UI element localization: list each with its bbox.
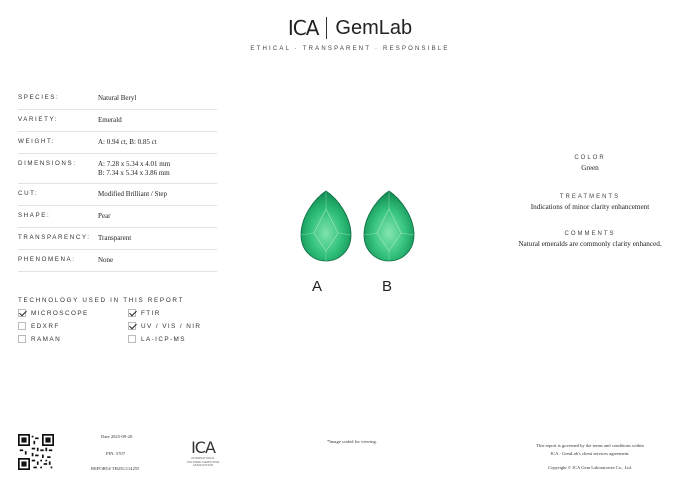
tech-item-raman bbox=[18, 335, 128, 343]
color-section bbox=[490, 155, 690, 172]
tech-label: FTIR bbox=[141, 309, 161, 317]
treatments-title: TREATMENTS bbox=[559, 194, 621, 200]
spec-row-dimensions bbox=[18, 154, 217, 184]
spec-label: PHENOMENA: bbox=[18, 256, 76, 263]
spec-row-species bbox=[18, 88, 217, 110]
technology-title: TECHNOLOGY USED IN THIS REPORT bbox=[18, 297, 185, 304]
ica-logo-mark: ICA bbox=[287, 16, 319, 40]
seal-mark: ICA bbox=[191, 438, 215, 457]
spec-value bbox=[98, 157, 170, 183]
comments-title: COMMENTS bbox=[564, 231, 616, 237]
spec-label: VARIETY: bbox=[18, 116, 59, 123]
gem-a-label: A bbox=[312, 278, 323, 295]
checkbox-empty-icon bbox=[18, 322, 26, 330]
tech-item-uv-vis-nir bbox=[128, 322, 238, 330]
tech-label: MICROSCOPE bbox=[31, 309, 89, 317]
spec-value: Transparent bbox=[98, 234, 132, 242]
spec-row-variety bbox=[18, 110, 217, 132]
logo-divider bbox=[326, 17, 327, 39]
copyright: Copyright © ICA Gem Laboratories Co., Ltd. bbox=[548, 465, 632, 470]
tech-label: EDXRF bbox=[31, 322, 60, 330]
report-header bbox=[0, 16, 700, 52]
brand-name: GemLab bbox=[335, 16, 413, 39]
spec-label: WEIGHT: bbox=[18, 138, 55, 145]
checkbox-checked-icon bbox=[128, 309, 136, 317]
checkbox-checked-icon bbox=[128, 322, 136, 330]
spec-value: Natural Beryl bbox=[98, 94, 137, 102]
gem-spec-table bbox=[18, 88, 217, 272]
spec-label: SHAPE: bbox=[18, 212, 51, 219]
terms-line-2: ICA · GemLab's client services agreement. bbox=[550, 451, 630, 456]
color-title: COLOR bbox=[574, 155, 606, 161]
spec-value: Modified Brilliant / Step bbox=[98, 190, 168, 198]
tech-label: UV / VIS / NIR bbox=[141, 322, 202, 330]
spec-label: DIMENSIONS: bbox=[18, 160, 77, 167]
seal-caption-3: ASSOCIATION bbox=[192, 463, 214, 467]
seal-caption-1: INTERNATIONAL bbox=[191, 456, 215, 460]
tech-item-edxrf bbox=[18, 322, 128, 330]
report-pin: PIN: 5707 bbox=[106, 451, 126, 456]
treatments-section bbox=[490, 194, 690, 211]
tech-item-microscope bbox=[18, 309, 128, 317]
spec-row-phenomena bbox=[18, 250, 217, 272]
seal-caption-2: COLORED GEMSTONE bbox=[186, 459, 220, 464]
report-date: Date 2025-09-20 bbox=[101, 434, 133, 439]
brand-logo bbox=[0, 16, 700, 40]
report-number: REPORT# TH25G114255 bbox=[91, 466, 140, 471]
spec-value: A: 0.94 ct, B: 0.85 ct bbox=[98, 138, 157, 146]
spec-value: Pear bbox=[98, 212, 111, 220]
comments-value: Natural emeralds are commonly clarity enhanced. bbox=[518, 240, 662, 248]
emerald-a-image bbox=[298, 189, 354, 263]
ica-seal-logo bbox=[183, 438, 223, 468]
tech-item-la-icp-ms bbox=[128, 335, 238, 343]
spec-value: Emerald bbox=[98, 116, 122, 124]
image-scale-note: *Image scaled for viewing. bbox=[327, 439, 378, 444]
spec-label: SPECIES: bbox=[18, 94, 60, 101]
emerald-b-image bbox=[361, 189, 417, 263]
technology-list bbox=[18, 309, 238, 343]
checkbox-empty-icon bbox=[128, 335, 136, 343]
spec-label: TRANSPARENCY: bbox=[18, 234, 91, 241]
checkbox-checked-icon bbox=[18, 309, 26, 317]
color-value: Green bbox=[581, 164, 599, 172]
terms-line-1: This report is governed by the terms and conditions within bbox=[536, 443, 644, 448]
spec-row-cut bbox=[18, 184, 217, 206]
spec-label: CUT: bbox=[18, 190, 39, 197]
checkbox-empty-icon bbox=[18, 335, 26, 343]
brand-tagline: ETHICAL · TRANSPARENT · RESPONSIBLE bbox=[250, 46, 450, 52]
qr-code-icon[interactable] bbox=[18, 434, 54, 470]
dimension-a: A: 7.28 x 5.34 x 4.01 mm bbox=[98, 160, 171, 168]
tech-label: RAMAN bbox=[31, 335, 62, 343]
spec-row-weight bbox=[18, 132, 217, 154]
treatments-value: Indications of minor clarity enhancement bbox=[530, 203, 650, 211]
dimension-b: B: 7.34 x 5.34 x 3.86 mm bbox=[98, 169, 170, 177]
gem-b-label: B bbox=[382, 278, 393, 295]
spec-value: None bbox=[98, 256, 114, 264]
spec-row-transparency bbox=[18, 228, 217, 250]
spec-row-shape bbox=[18, 206, 217, 228]
comments-section bbox=[490, 231, 690, 248]
tech-label: LA-ICP-MS bbox=[141, 335, 186, 343]
tech-item-ftir bbox=[128, 309, 238, 317]
